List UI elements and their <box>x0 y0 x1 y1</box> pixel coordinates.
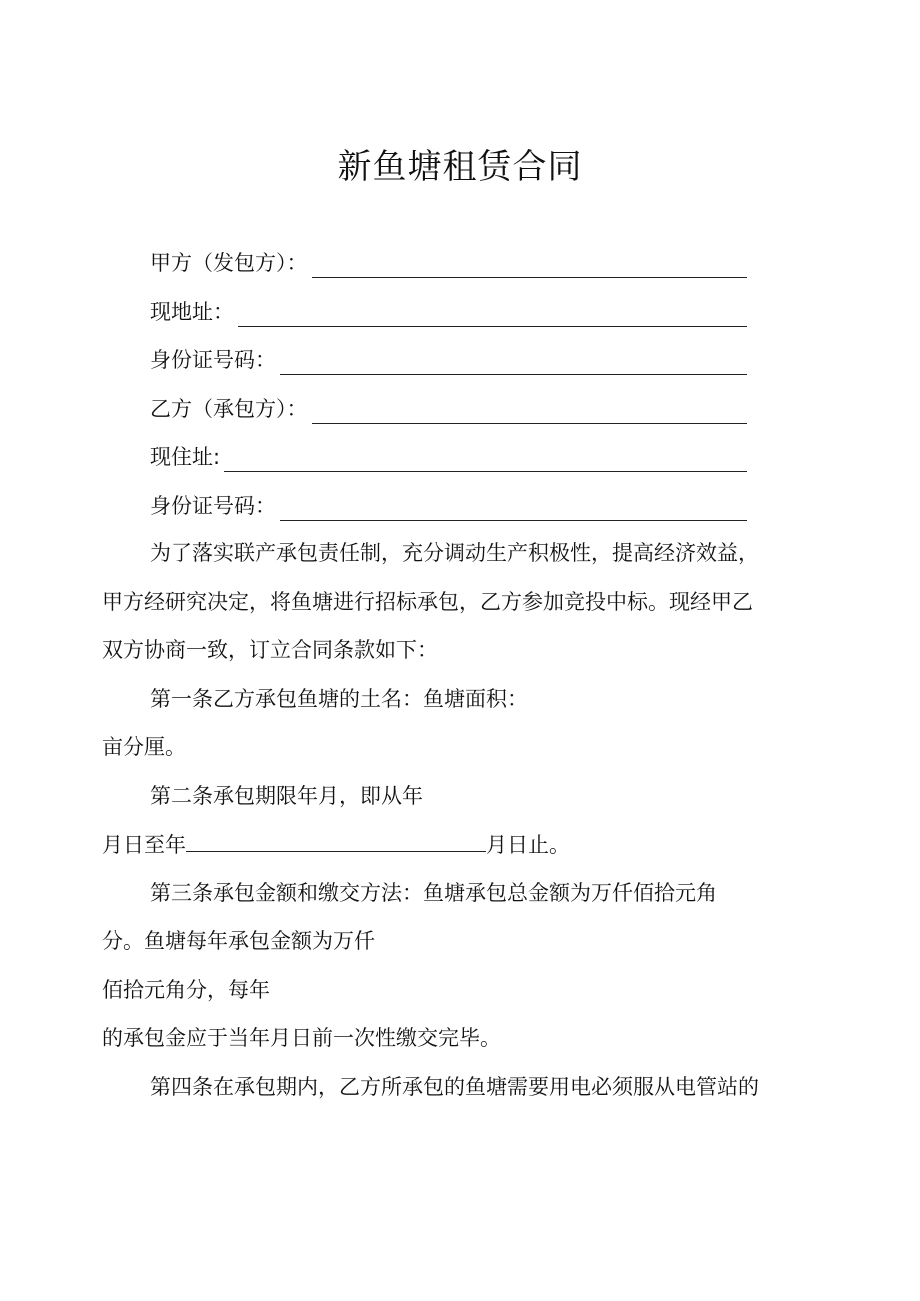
body-line: 甲方经研究决定，将鱼塘进行招标承包，乙方参加竞投中标。现经甲乙 <box>102 590 753 614</box>
party-a-label: 甲方（发包方）： <box>150 251 308 275</box>
party-a-id-blank <box>280 352 747 375</box>
party-b-field <box>150 394 747 424</box>
party-b-id-blank <box>280 498 747 521</box>
body-line: 双方协商一致，订立合同条款如下： <box>102 638 438 662</box>
party-b-address-field <box>150 442 747 472</box>
date-blank <box>186 829 486 852</box>
party-a-blank <box>312 255 748 278</box>
clause-3-continuation: 分。鱼塘每年承包金额为万仟 <box>102 929 375 953</box>
party-b-id-field <box>150 491 747 521</box>
clause-3-line: 第三条承包金额和缴交方法：鱼塘承包总金额为万仟佰拾元角 <box>150 881 717 905</box>
clause-3-continuation: 佰拾元角分，每年 <box>102 978 270 1002</box>
party-a-address-label: 现地址： <box>150 300 234 324</box>
party-a-id-field <box>150 345 747 375</box>
party-b-id-label: 身份证号码： <box>150 494 276 518</box>
clause-2-date-line <box>102 829 570 860</box>
party-a-id-label: 身份证号码： <box>150 348 276 372</box>
party-b-address-label: 现住址: <box>150 445 221 469</box>
clause-3-continuation: 的承包金应于当年月日前一次性缴交完毕。 <box>102 1026 501 1050</box>
party-a-field <box>150 248 747 278</box>
document-title: 新鱼塘租赁合同 <box>337 147 583 187</box>
body-line: 为了落实联产承包责任制，充分调动生产积极性，提高经济效益， <box>150 541 759 565</box>
date-text-after: 月日止。 <box>486 833 570 857</box>
party-b-label: 乙方（承包方）： <box>150 397 308 421</box>
clause-1-continuation: 亩分厘。 <box>102 735 186 759</box>
party-a-address-blank <box>238 304 747 327</box>
party-b-address-blank <box>224 449 747 472</box>
date-text-before: 月日至年 <box>102 833 186 857</box>
clause-4-line: 第四条在承包期内，乙方所承包的鱼塘需要用电必须服从电管站的 <box>150 1075 759 1099</box>
party-b-blank <box>312 401 748 424</box>
clause-2-line: 第二条承包期限年月，即从年 <box>150 784 423 808</box>
clause-1-line: 第一条乙方承包鱼塘的土名：鱼塘面积： <box>150 687 528 711</box>
party-a-address-field <box>150 297 747 327</box>
